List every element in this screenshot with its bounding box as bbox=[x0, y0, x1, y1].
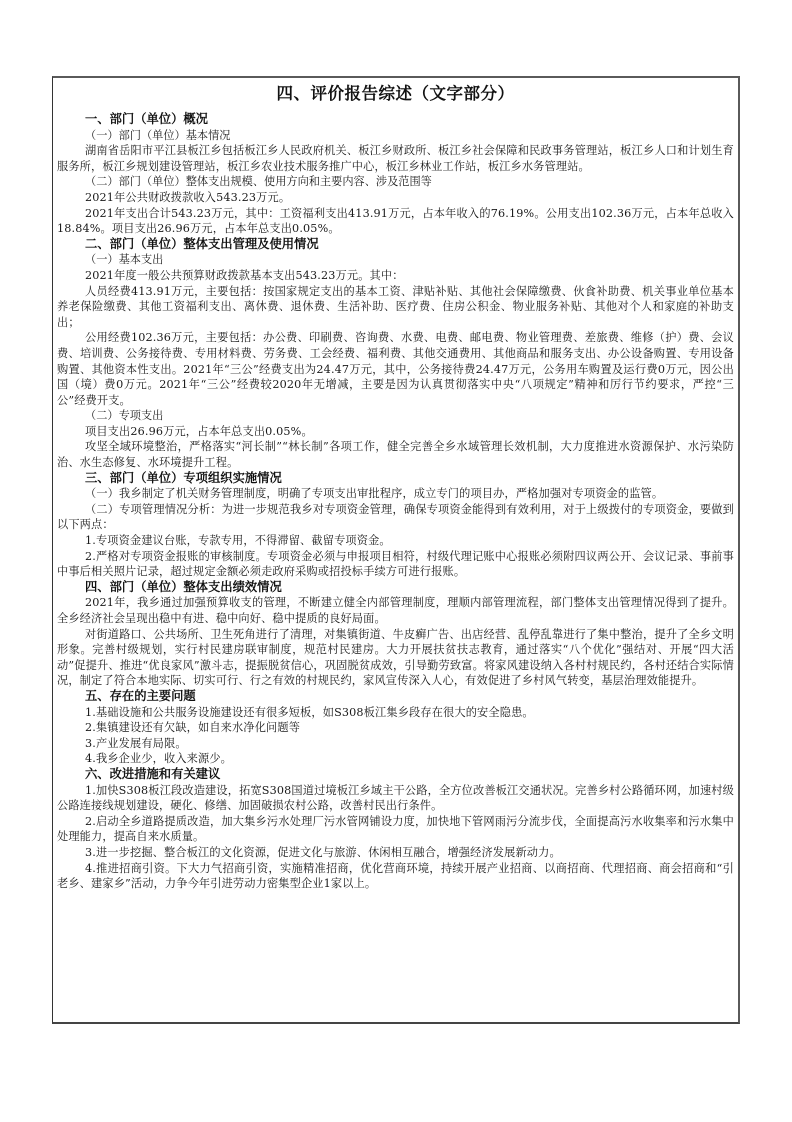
paragraph: 1.专项资金建议台账，专款专用，不得滞留、截留专项资金。 bbox=[85, 534, 391, 548]
paragraph: 2021年度一般公共预算财政拨款基本支出543.23万元。其中： bbox=[85, 268, 404, 282]
section-heading: 六、改进措施和有关建议 bbox=[85, 766, 221, 781]
section-heading: 一、部门（单位）概况 bbox=[85, 112, 208, 126]
section-heading: 四、部门（单位）整体支出绩效情况 bbox=[85, 579, 282, 594]
paragraph: 2021年支出合计543.23万元，其中：工资福利支出413.91万元，占本年收入的76.19%。公用支出102.36万元，占本年总收入18.84%。项目支出26.96万元，占本年总支出0.05%。 bbox=[57, 206, 734, 236]
paragraph: 4.推进招商引资。下大力气招商引资，实施精准招商，优化营商环境，持续开展产业招商、以商招商、代理招商、商会招商和“引老乡、建家乡”活动，力争今年引进劳动力密集型企业1家以上。 bbox=[57, 861, 734, 891]
paragraph: 3.进一步挖掘、整合板江的文化资源，促进文化与旅游、休闲相互融合，增强经济发展新动力。 bbox=[85, 845, 561, 859]
subsection-heading: （一）部门（单位）基本情况 bbox=[85, 128, 231, 142]
report-section bbox=[57, 580, 734, 689]
subsection-heading: （二）专项支出 bbox=[85, 409, 164, 423]
paragraph: 人员经费413.91万元，主要包括：按国家规定支出的基本工资、津贴补贴、其他社会保障缴费、伙食补助费、机关事业单位基本养老保险缴费、其他工资福利支出、离休费、退休费、生活补助、医疗费、住房公积金、物业服务补贴、其他对个人和家庭的补助支出； bbox=[57, 284, 734, 329]
paragraph: 2021年，我乡通过加强预算收支的管理，不断建立健全内部管理制度，理顺内部管理流程，部门整体支出管理情况得到了提升。全乡经济社会呈现出稳中有进、稳中向好、稳中提质的良好局面。 bbox=[57, 596, 734, 625]
section-heading: 二、部门（单位）整体支出管理及使用情况 bbox=[85, 236, 319, 251]
report-section bbox=[57, 112, 734, 237]
paragraph: 湖南省岳阳市平江县板江乡包括板江乡人民政府机关、板江乡财政所、板江乡社会保障和民政事务管理站，板江乡人口和计划生育服务所，板江乡规划建设管理站，板江乡农业技术服务推广中心，板江乡林业工作站，板江乡水务管理站。 bbox=[57, 144, 734, 173]
paragraph: 1.基础设施和公共服务设施建设还有很多短板，如S308板江集乡段存在很大的安全隐患。 bbox=[85, 705, 534, 719]
report-section bbox=[57, 237, 734, 471]
paragraph: 2021年公共财政拨款收入543.23万元。 bbox=[85, 190, 291, 204]
paragraph: 1.加快S308板江段改造建设，拓宽S308国道过境板江乡域主干公路，全方位改善板江交通状况。完善乡村公路循环网，加速村级公路连接线规划建设，硬化、修缮、加固破损农村公路，改善村民出行条件。 bbox=[57, 783, 734, 813]
paragraph: 项目支出26.96万元，占本年总支出0.05%。 bbox=[85, 424, 313, 438]
section-heading: 三、部门（单位）专项组织实施情况 bbox=[85, 470, 282, 485]
paragraph: 2.严格对专项资金报账的审核制度。专项资金必须与申报项目相符，村级代理记账中心报账必须附四议两公开、会议记录、事前事中事后相关照片记录，超过规定金额必须走政府采购或招投标手续方可进行报账。 bbox=[57, 549, 734, 579]
paragraph: 4.我乡企业少，收入来源少。 bbox=[85, 752, 233, 766]
report-section bbox=[57, 471, 734, 580]
paragraph: 攻坚全域环境整治，严格落实“河长制”“林长制”各项工作，健全完善全乡水域管理长效机制，大力度推进水资源保护、水污染防治、水生态修复、水环境提升工程。 bbox=[57, 440, 734, 470]
report-table-frame bbox=[52, 76, 740, 1024]
subsection-heading: （一）基本支出 bbox=[85, 253, 164, 267]
paragraph: 2.启动全乡道路提质改造，加大集乡污水处理厂污水管网铺设力度，加快地下管网雨污分流步伐，全面提高污水收集率和污水集中处理能力，提高自来水质量。 bbox=[57, 814, 734, 844]
paragraph: 2.集镇建设还有欠缺，如自来水净化问题等 bbox=[85, 721, 301, 735]
paragraph: 对街道路口、公共场所、卫生死角进行了清理，对集镇街道、牛皮癣广告、出店经营、乱停乱靠进行了集中整治，提升了全乡文明形象。完善村级规划，实行村民建房联审制度，规范村民建房。大力开展扶贫扶志教育，通过落实“八个优化”强结对、开展“四大活动”促提升、推进“优良家风”激斗志，提振脱贫信心，巩固脱贫成效，引导勤劳致富。将家风建设纳入各村村规民约，各村还结合实际情况，制定了符合本地实际、切实可行、行之有效的村规民约，家风宣传深入人心，有效促进了乡村风气转变，基层治理效能提升。 bbox=[57, 627, 734, 688]
report-body bbox=[57, 112, 734, 892]
report-section bbox=[57, 767, 734, 892]
page-title: 四、评价报告综述（文字部分） bbox=[276, 84, 515, 103]
paragraph: （二）专项管理情况分析：为进一步规范我乡对专项资金管理，确保专项资金能得到有效利用，对于上级拨付的专项资金，要做到以下两点： bbox=[57, 502, 734, 532]
paragraph: 公用经费102.36万元，主要包括：办公费、印刷费、咨询费、水费、电费、邮电费、物业管理费、差旅费、维修（护）费、会议费、培训费、公务接待费、专用材料费、劳务费、工会经费、福利费、其他交通费用、其他商品和服务支出、办公设备购置、专用设备购置、其他资本性支出。2021年“三公”经费支出为24.47万元，其中，公务接待费24.47万元，公务用车购置及运行费0万元，因公出国（境）费0万元。2021年“三公”经费较2020年无增减，主要是因为认真贯彻落实中央“八项规定”精神和厉行节约要求，严控“三公”经费开支。 bbox=[57, 331, 734, 407]
paragraph: （一）我乡制定了机关财务管理制度，明确了专项支出审批程序，成立专门的项目办，严格加强对专项资金的监管。 bbox=[85, 487, 664, 501]
report-section bbox=[57, 689, 734, 767]
subsection-heading: （二）部门（单位）整体支出规模、使用方向和主要内容、涉及范围等 bbox=[85, 175, 432, 189]
paragraph: 3.产业发展有局限。 bbox=[85, 736, 187, 750]
section-heading: 五、存在的主要问题 bbox=[85, 688, 196, 703]
